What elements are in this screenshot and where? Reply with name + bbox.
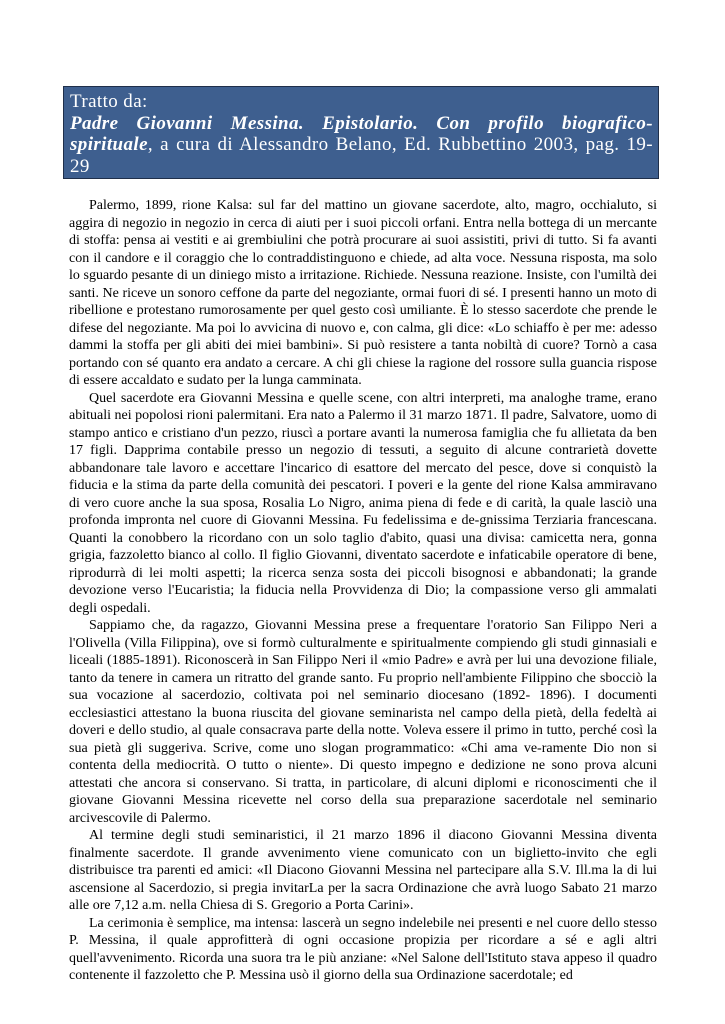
source-citation-box xyxy=(63,86,659,179)
paragraph: La cerimonia è semplice, ma intensa: lascerà un segno indelebile nei presenti e nel cuore dello stesso P. Messina, il quale approfitterà di ogni occasione propizia per ricordare a sé e agli altri quell'avvenimento. Ricorda una suora tra le più anziane: «Nel Salone dell'Istituto stava appeso il quadro contenente il fazzoletto che P. Messina usò il giorno della sua Ordinazione sacerdotale; ed xyxy=(69,915,657,983)
book-details: , a cura di Alessandro Belano, Ed. Rubbettino 2003, pag. 19-29 xyxy=(70,134,653,177)
paragraph: Palermo, 1899, rione Kalsa: sul far del mattino un giovane sacerdote, alto, magro, occhialuto, si aggira di negozio in negozio in cerca di aiuti per i suoi piccoli orfani. Entra nella bottega di un mercante di stoffa: pensa ai vestiti e ai grembiulini che potrà procurare ai suoi assistiti, privi di tutto. Si fa avanti con il candore e il coraggio che lo contraddistinguono e chiede, ad alta voce. Nessuna risposta, ma solo lo sguardo pesante di un diniego misto a irritazione. Richiede. Nessuna reazione. Insiste, con l'umiltà dei santi. Ne riceve un sonoro ceffone da parte del negoziante, ormai fuori di sé. I presenti hanno un moto di ribellione e protestano rumorosamente per quel gesto così umiliante. È lo stesso sacerdote che prende le difese del negoziante. Ma poi lo avvicina di nuovo e, con calma, gli dice: «Lo schiaffo è per me: adesso dammi la stoffa per gli abiti dei miei bambini». Si può resistere a tanta nobiltà di cuore? Tornò a casa portando con sé quanto era andato a cercare. A chi gli chiese la ragione del rossore sulla guancia rispose di essere accaldato e sudato per la lunga camminata. xyxy=(69,198,657,388)
source-label: Tratto da: xyxy=(70,91,148,112)
article-body xyxy=(69,197,657,985)
book-title: Padre Giovanni Messina. Epistolario. Con profilo biografico-spirituale xyxy=(70,112,653,155)
paragraph: Sappiamo che, da ragazzo, Giovanni Messina prese a frequentare l'oratorio San Filippo Neri a l'Olivella (Villa Filippina), ove si formò culturalmente e spiritualmente compiendo gli studi ginnasiali e liceali (1885-1891). Riconoscerà in San Filippo Neri il «mio Padre» e avrà per lui una devozione filiale, tanto da tenere in camera un ritratto del grande santo. Fu proprio nell'ambiente Filippino che sbocciò la sua vocazione al sacerdozio, coltivata poi nel seminario diocesano (1892- 1896). I documenti ecclesiastici attestano la buona riuscita del giovane seminarista nel campo della pietà, della fedeltà ai doveri e dello studio, al quale consacrava parte della notte. Voleva essere il primo in tutto, perché così la sua pietà gli suggeriva. Scrive, come uno slogan programmatico: «Chi ama ve-ramente Dio non si contenta della mediocrità. O tutto o niente». Di questo impegno e dedizione ne sono prova alcuni attestati che ancora si conservano. Si tratta, in particolare, di alcuni diplomi e riconoscimenti che il giovane Giovanni Messina ricevette nel corso della sua preparazione sacerdotale nel seminario arcivescovile di Palermo. xyxy=(69,618,657,826)
paragraph: Quel sacerdote era Giovanni Messina e quelle scene, con altri interpreti, ma analoghe trame, erano abituali nei popolosi rioni palermitani. Era nato a Palermo il 31 marzo 1871. Il padre, Salvatore, uomo di stampo antico e cristiano d'un pezzo, riuscì a portare avanti la numerosa famiglia che fu allietata da ben 17 figli. Dapprima contabile presso un negozio di tessuti, a seguito di alcune contrarietà dovette abbandonare tale lavoro e accettare l'incarico di esattore del mercato del pesce, dove si conquistò la fiducia e la stima da parte della comunità dei pescatori. I poveri e la gente del rione Kalsa ammiravano di vero cuore anche la sua sposa, Rosalia Lo Nigro, anima piena di fede e di carità, la quale lasciò una profonda impronta nel cuore di Giovanni Messina. Fu fedelissima e de-gnissima Terziaria francescana. Quanti la conobbero la ricordano con un solo taglio d'abito, quasi una divisa: camicetta nera, gonna grigia, fazzoletto bianco al collo. Il figlio Giovanni, diventato sacerdote e infaticabile operatore di bene, riprodurrà di lei molti aspetti; la ricerca senza sosta dei piccoli bisognosi e abbandonati; la grande devozione verso l'Eucaristia; la fiducia nella Provvidenza di Dio; la compassione verso gli ammalati degli ospedali. xyxy=(69,390,657,616)
paragraph: Al termine degli studi seminaristici, il 21 marzo 1896 il diacono Giovanni Messina diventa finalmente sacerdote. Il grande avvenimento viene comunicato con un biglietto-invito che egli distribuisce tra parenti ed amici: «Il Diacono Giovanni Messina nel partecipare alla S.V. Ill.ma la di lui ascensione al Sacerdozio, si pregia invitarLa per la sacra Ordinazione che avrà luogo Sabato 21 marzo alle ore 7,12 a.m. nella Chiesa di S. Gregorio a Porta Carini». xyxy=(69,828,657,913)
